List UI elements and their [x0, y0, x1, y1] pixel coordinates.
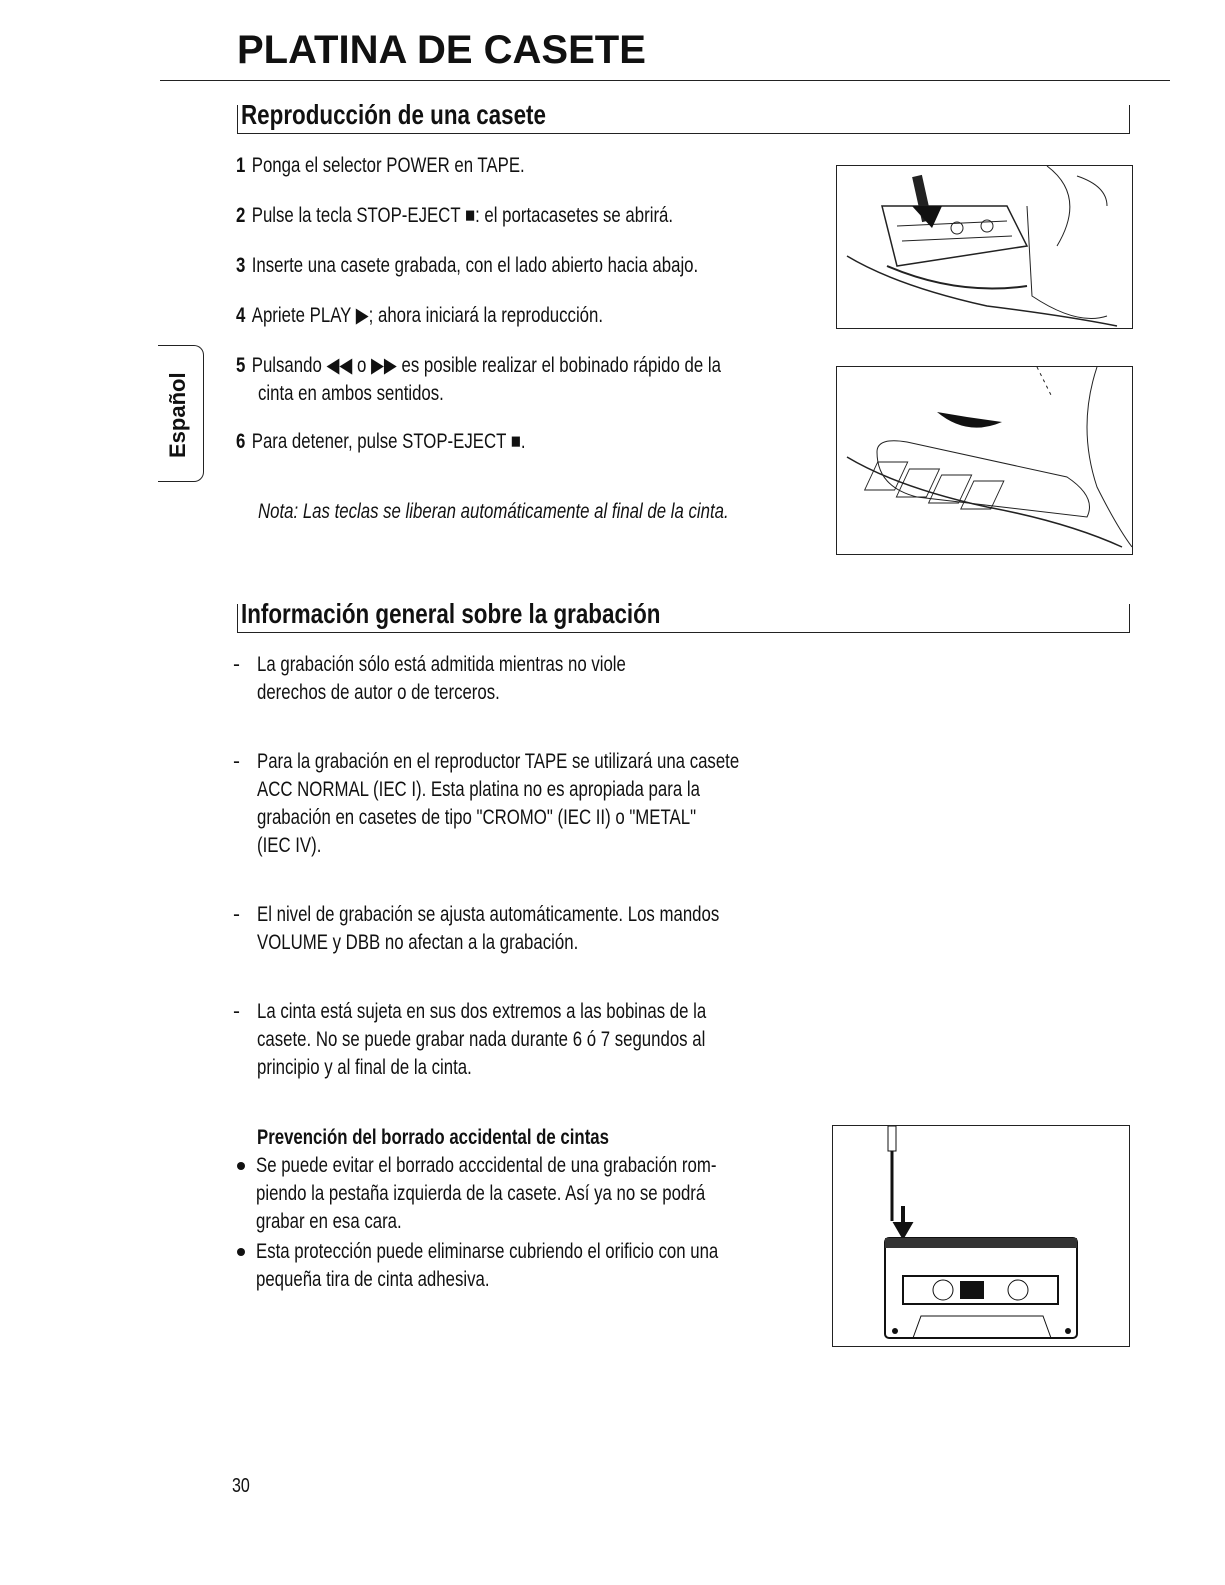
bullet-dot	[237, 1248, 245, 1256]
line-text: Se puede evitar el borrado acccidental de una grabación rom-	[256, 1154, 717, 1177]
bullet-item	[257, 776, 811, 804]
step-item	[236, 302, 695, 330]
line-text: pequeña tira de cinta adhesiva.	[256, 1268, 490, 1291]
text-line	[258, 380, 444, 408]
text-line	[257, 832, 321, 860]
dash-bullet: -	[233, 903, 240, 926]
marker: 4	[236, 304, 246, 327]
figure-cassette-insert	[836, 165, 1133, 329]
text-line	[257, 929, 578, 957]
text-line	[236, 352, 721, 380]
text-line	[257, 804, 696, 832]
line-text: grabar en esa cara.	[256, 1210, 402, 1233]
line-text: grabación en casetes de tipo "CROMO" (IEC II) o "METAL"	[257, 806, 697, 829]
text-line	[236, 202, 673, 230]
line-text: Pulsando ◀◀ o ▶▶ es posible realizar el bobinado rápido de la	[251, 354, 721, 377]
text-line	[236, 302, 603, 330]
section-heading: Información general sobre la grabación	[241, 598, 661, 629]
line-text: La cinta está sujeta en sus dos extremos a las bobinas de la	[257, 1000, 707, 1023]
dash-bullet: -	[233, 750, 240, 773]
dot-item	[256, 1208, 438, 1236]
bullet-item	[257, 804, 806, 832]
bullet-item	[257, 1026, 817, 1054]
bullet-item	[257, 998, 819, 1026]
line-text: Apriete PLAY ▶; ahora iniciará la reproducción.	[251, 304, 604, 327]
section-heading: Reproducción de una casete	[241, 99, 546, 130]
text-line	[257, 1054, 472, 1082]
bullet-item	[257, 748, 860, 776]
line-text: derechos de autor o de terceros.	[257, 681, 500, 704]
step-item	[236, 428, 598, 456]
line-text: La grabación sólo está admitida mientras no viole	[257, 653, 626, 676]
language-tab	[158, 345, 204, 482]
line-text: El nivel de grabación se ajusta automáticamente. Los mandos	[257, 903, 720, 926]
line-text: cinta en ambos sentidos.	[258, 382, 444, 405]
text-line	[256, 1152, 716, 1180]
bullet-item	[257, 1054, 525, 1082]
step-item-cont	[258, 380, 490, 408]
dot-item	[256, 1266, 548, 1294]
figure-control-buttons	[836, 366, 1133, 555]
step-item	[236, 252, 814, 280]
line-text: VOLUME y DBB no afectan a la grabación.	[257, 931, 579, 954]
text-line	[257, 1026, 705, 1054]
dash-bullet: -	[233, 1000, 240, 1023]
step-item	[236, 152, 597, 180]
text-line	[257, 776, 700, 804]
bullet-item	[257, 929, 659, 957]
title-rule	[160, 80, 1170, 81]
dash-bullet: -	[233, 653, 240, 676]
line-text: Para la grabación en el reproductor TAPE se utilizará una casete	[257, 750, 740, 773]
page-number: 30	[232, 1475, 250, 1497]
line-text: Inserte una casete grabada, con el lado abierto hacia abajo.	[251, 254, 699, 277]
text-line	[257, 748, 739, 776]
line-text: Pulse la tecla STOP-EJECT ■: el portacasetes se abrirá.	[251, 204, 674, 227]
marker: 1	[236, 154, 246, 177]
bullet-item	[257, 832, 338, 860]
text-line	[236, 152, 525, 180]
text-line	[236, 252, 698, 280]
text-line	[257, 901, 719, 929]
section-header-playback	[237, 99, 1130, 134]
text-line	[236, 428, 526, 456]
line-text: Para detener, pulse STOP-EJECT ■.	[251, 430, 526, 453]
line-text: (IEC IV).	[257, 834, 322, 857]
subheading: Prevención del borrado accidental de cintas	[257, 1126, 609, 1149]
step-item	[236, 352, 842, 380]
marker: 3	[236, 254, 246, 277]
bullet-dot	[237, 1162, 245, 1170]
dot-item	[256, 1238, 834, 1266]
section-header-recording	[237, 598, 1130, 633]
line-text: principio y al final de la cinta.	[257, 1056, 472, 1079]
step-item	[236, 202, 782, 230]
language-tab-label: Español	[165, 372, 190, 458]
bullet-item	[257, 651, 718, 679]
text-line	[257, 998, 706, 1026]
text-line	[257, 679, 500, 707]
line-text: piendo la pestaña izquierda de la casete. Así ya no se podrá	[256, 1182, 706, 1205]
marker: 2	[236, 204, 246, 227]
line-text: Esta protección puede eliminarse cubriendo el orificio con una	[256, 1240, 719, 1263]
line-text: ACC NORMAL (IEC I). Esta platina no es apropiada para la	[257, 778, 700, 801]
text-line	[256, 1238, 718, 1266]
dot-item	[256, 1180, 818, 1208]
text-line	[257, 651, 626, 679]
bullet-item	[257, 679, 561, 707]
marker: 6	[236, 430, 246, 453]
page-title: PLATINA DE CASETE	[237, 28, 646, 72]
line-text: casete. No se puede grabar nada durante 6 ó 7 segundos al	[257, 1028, 706, 1051]
figure-cassette-tab	[832, 1125, 1130, 1347]
text-line	[256, 1180, 705, 1208]
marker: 5	[236, 354, 246, 377]
bullet-item	[257, 901, 835, 929]
text-line	[256, 1266, 490, 1294]
dot-item	[256, 1152, 832, 1180]
text-line	[256, 1208, 402, 1236]
note: Nota: Las teclas se liberan automáticamente al final de la cinta.	[258, 500, 729, 523]
line-text: Ponga el selector POWER en TAPE.	[251, 154, 525, 177]
